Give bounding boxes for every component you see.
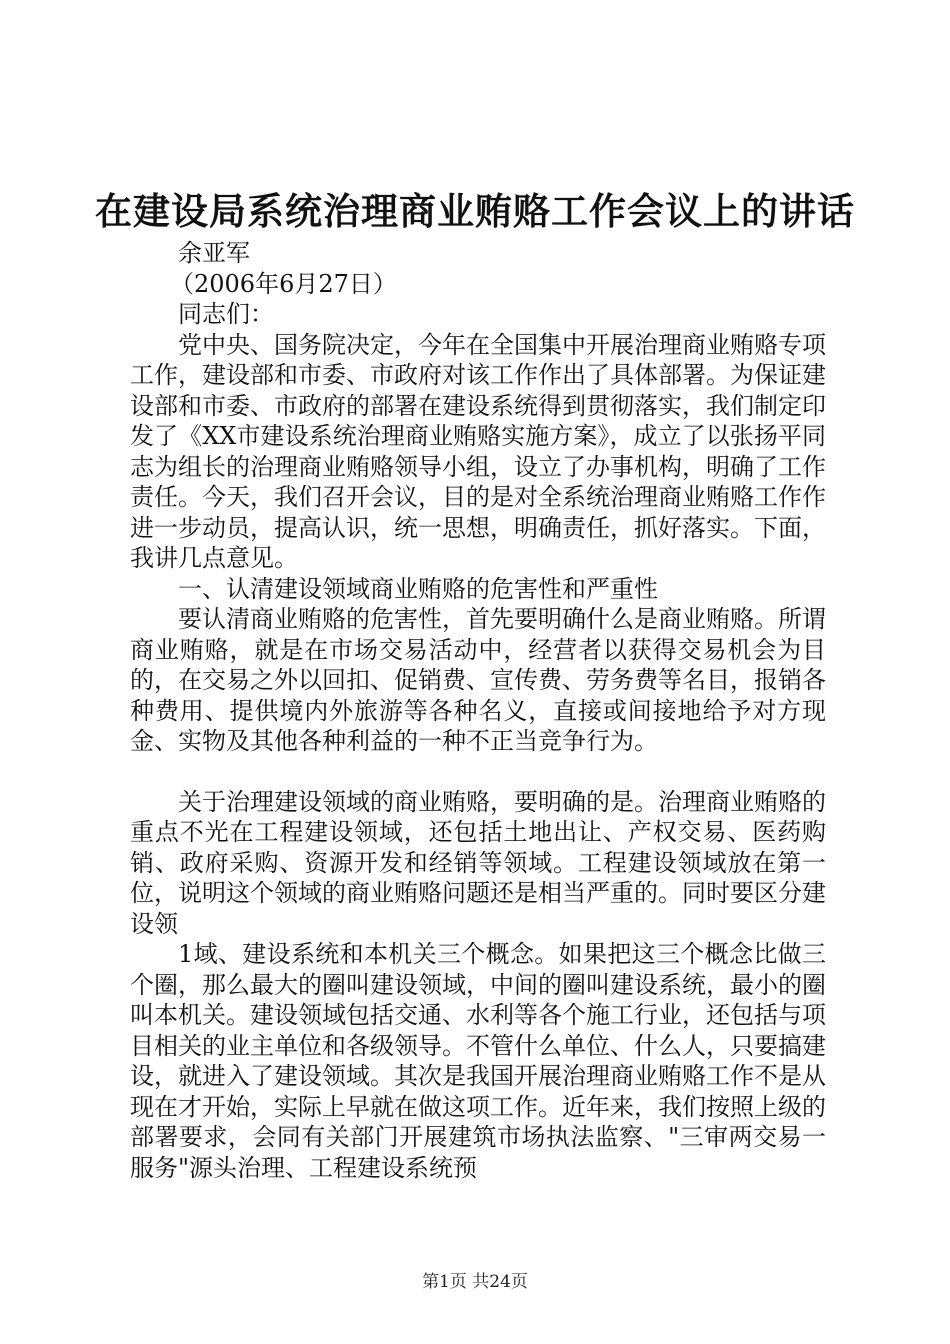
paragraph-scope: 关于治理建设领域的商业贿赂，要明确的是。治理商业贿赂的重点不光在工程建设领域，还包括土地出让、产权交易、医药购销、政府采购、资源开发和经销等领域。工程建设领域放在第一位，说明这个领域的商业贿赂问题还是相当严重的。同时要区分建设领: [130, 787, 826, 938]
paragraph-spacer: [130, 757, 826, 787]
document-body: [130, 238, 826, 1183]
salutation: 同志们：: [178, 300, 274, 328]
paragraph-concepts: 1域、建设系统和本机关三个概念。如果把这三个概念比做三个圈，那么最大的圈叫建设领域，中间的圈叫建设系统，最小的圈叫本机关。建设领域包括交通、水利等各个施工行业，还包括与项目相关的业主单位和各级领导。不管什么单位、什么人，只要搞建设，就进入了建设领域。其次是我国开展治理商业贿赂工作不是从现在才开始，实际上早就在做这项工作。近年来，我们按照上级的部署要求，会同有关部门开展建筑市场执法监察、"三审两交易一服务"源头治理、工程建设系统预: [130, 940, 826, 1182]
paragraph-definition: 要认清商业贿赂的危害性，首先要明确什么是商业贿赂。所谓商业贿赂，就是在市场交易活动中，经营者以获得交易机会为目的，在交易之外以回扣、促销费、宣传费、劳务费等名目，报销各种费用、提供境内外旅游等各种名义，直接或间接地给予对方现金、实物及其他各种利益的一种不正当竞争行为。: [130, 605, 826, 755]
author-line: 余亚军: [178, 239, 250, 267]
page-number: 第1页 共24页: [422, 1272, 528, 1292]
date-line: （2006年6月27日）: [170, 269, 397, 298]
paragraph-intro: 党中央、国务院决定，今年在全国集中开展治理商业贿赂专项工作，建设部和市委、市政府对该工作作出了具体部署。为保证建设部和市委、市政府的部署在建设系统得到贯彻落实，我们制定印发了《XX市建设系统治理商业贿赂实施方案》，成立了以张扬平同志为组长的治理商业贿赂领导小组，设立了办事机构，明确了工作责任。今天，我们召开会议，目的是对全系统治理商业贿赂工作作进一步动员，提高认识，统一思想，明确责任，抓好落实。下面，我讲几点意见。: [130, 330, 826, 572]
section-heading: 一、认清建设领域商业贿赂的危害性和严重性: [178, 574, 658, 603]
document-title: 在建设局系统治理商业贿赂工作会议上的讲话: [95, 189, 855, 233]
